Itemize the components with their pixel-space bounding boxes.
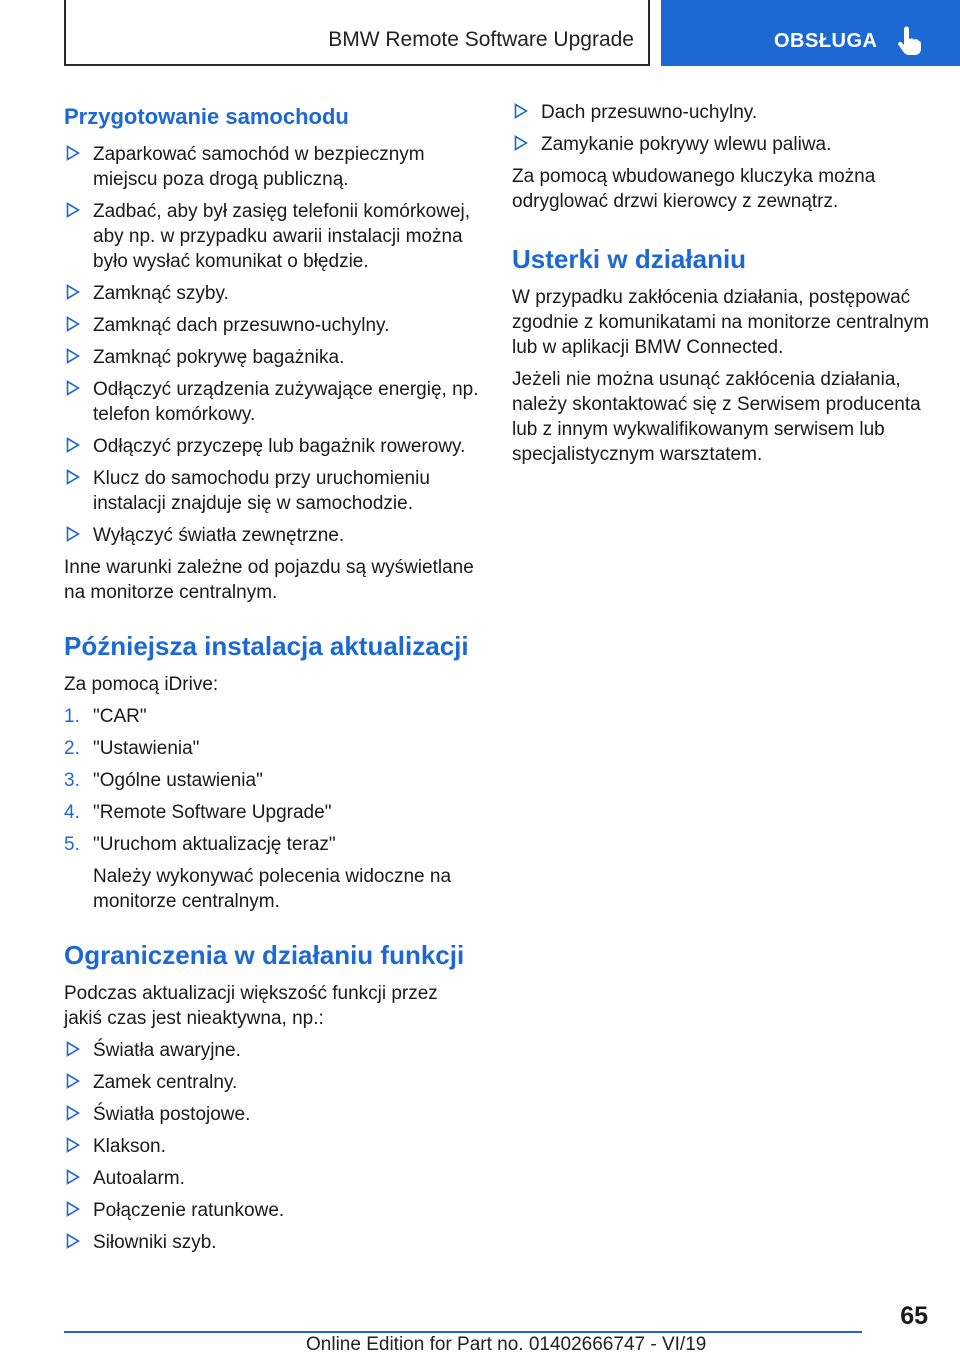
list-item-text: Zamknąć dach przesuwno-uchylny. (93, 315, 390, 336)
triangle-bullet-icon (514, 135, 528, 151)
header-title: BMW Remote Software Upgrade (328, 28, 634, 51)
preparation-note: Inne warunki zależne od pojazdu są wyświetlane na monitorze centralnym. (64, 557, 474, 603)
header-box (64, 0, 650, 66)
footer-edition: Online Edition for Part no. 01402666747 - VI/19 (306, 1334, 707, 1355)
list-item-text: Światła awaryjne. (93, 1040, 241, 1061)
list-item-text: Siłowniki szyb. (93, 1232, 217, 1253)
step-item (64, 704, 480, 729)
list-item-text: Zamknąć szyby. (93, 283, 229, 304)
step-text: "Remote Software Upgrade" (93, 802, 332, 823)
list-item (64, 1166, 480, 1191)
list-item (64, 1070, 480, 1095)
triangle-bullet-icon (66, 380, 80, 396)
list-item (64, 1038, 480, 1063)
left-column (64, 100, 480, 1262)
list-item-text: Światła postojowe. (93, 1104, 251, 1125)
list-item-text: Klucz do samochodu przy uruchomieniu instalacji znajduje się w samochodzie. (93, 468, 430, 514)
step-item (64, 800, 480, 825)
list-item (64, 199, 480, 274)
limitations-list-continued (512, 100, 932, 157)
step-text: "Uruchom aktualizację teraz" (93, 834, 336, 855)
triangle-bullet-icon (66, 316, 80, 332)
list-item-text: Dach przesuwno-uchylny. (541, 102, 758, 123)
triangle-bullet-icon (66, 526, 80, 542)
triangle-bullet-icon (66, 1201, 80, 1217)
list-item-text: Zamknąć pokrywę bagażnika. (93, 347, 345, 368)
list-item-text: Autoalarm. (93, 1168, 185, 1189)
key-unlock-note: Za pomocą wbudowanego kluczyka można odryglować drzwi kierowcy z zewnątrz. (512, 166, 876, 212)
step-number: 4. (64, 802, 80, 823)
step-text: "Ustawienia" (93, 738, 200, 759)
step-number: 1. (64, 706, 80, 727)
triangle-bullet-icon (66, 1041, 80, 1057)
list-item (64, 377, 480, 427)
section-tab-label: OBSŁUGA (774, 30, 878, 52)
list-item (64, 1134, 480, 1159)
triangle-bullet-icon (66, 202, 80, 218)
step-item (64, 768, 480, 793)
step-item (64, 832, 480, 857)
section-heading-limitations: Ograniczenia w działaniu funkcji (64, 940, 465, 970)
triangle-bullet-icon (66, 469, 80, 485)
step-text: "CAR" (93, 706, 147, 727)
list-item (64, 313, 480, 338)
triangle-bullet-icon (66, 145, 80, 161)
section-heading-malfunctions: Usterki w działaniu (512, 244, 747, 274)
step-number: 2. (64, 738, 80, 759)
section-tab[interactable] (661, 0, 960, 66)
list-item (64, 434, 480, 459)
triangle-bullet-icon (66, 284, 80, 300)
list-item-text: Odłączyć przyczepę lub bagażnik rowerowy. (93, 436, 466, 457)
triangle-bullet-icon (66, 348, 80, 364)
footer-divider (64, 1331, 862, 1333)
malfunction-para-1: W przypadku zakłócenia działania, postępować zgodnie z komunikatami na monitorze centralnym lub w aplikacji BMW Connected. (512, 287, 930, 358)
list-item (64, 1198, 480, 1223)
list-item (512, 100, 932, 125)
step-number: 5. (64, 834, 80, 855)
list-item-text: Klakson. (93, 1136, 166, 1157)
idrive-steps (64, 704, 480, 857)
list-item-text: Połączenie ratunkowe. (93, 1200, 285, 1221)
list-item (512, 132, 932, 157)
malfunction-para-2: Jeżeli nie można usunąć zakłócenia działania, należy skontaktować się z Serwisem producenta lub z innym wykwalifikowanym serwisem lub specjalistycznym warsztatem. (512, 369, 921, 465)
list-item-text: Odłączyć urządzenia zużywające energię, np. telefon komórkowy. (93, 379, 479, 425)
page-number: 65 (900, 1302, 928, 1330)
list-item (64, 142, 480, 192)
section-heading-later-install: Późniejsza instalacja aktualizacji (64, 631, 469, 661)
triangle-bullet-icon (66, 437, 80, 453)
triangle-bullet-icon (66, 1073, 80, 1089)
later-install-intro: Za pomocą iDrive: (64, 674, 219, 695)
right-column (512, 100, 932, 474)
limitations-intro: Podczas aktualizacji większość funkcji przez jakiś czas jest nieaktywna, np.: (64, 983, 438, 1029)
step-note: Należy wykonywać polecenia widoczne na monitorze centralnym. (93, 866, 452, 912)
list-item-text: Zamykanie pokrywy wlewu paliwa. (541, 134, 832, 155)
triangle-bullet-icon (66, 1105, 80, 1121)
list-item-text: Zamek centralny. (93, 1072, 238, 1093)
hand-pointer-icon (897, 26, 923, 56)
list-item (64, 466, 480, 516)
limitations-list (64, 1038, 480, 1255)
section-heading-preparation: Przygotowanie samochodu (64, 104, 349, 129)
triangle-bullet-icon (66, 1233, 80, 1249)
triangle-bullet-icon (66, 1137, 80, 1153)
step-number: 3. (64, 770, 80, 791)
step-text: "Ogólne ustawienia" (93, 770, 263, 791)
triangle-bullet-icon (514, 103, 528, 119)
list-item-text: Wyłączyć światła zewnętrzne. (93, 525, 345, 546)
list-item (64, 1102, 480, 1127)
triangle-bullet-icon (66, 1169, 80, 1185)
list-item-text: Zaparkować samochód w bezpiecznym miejscu poza drogą publiczną. (93, 144, 425, 190)
preparation-list (64, 142, 480, 548)
list-item (64, 281, 480, 306)
list-item (64, 523, 480, 548)
step-item (64, 736, 480, 761)
list-item (64, 1230, 480, 1255)
list-item (64, 345, 480, 370)
list-item-text: Zadbać, aby był zasięg telefonii komórkowej, aby np. w przypadku awarii instalacji można było wysłać komunikat o błędzie. (93, 201, 471, 272)
